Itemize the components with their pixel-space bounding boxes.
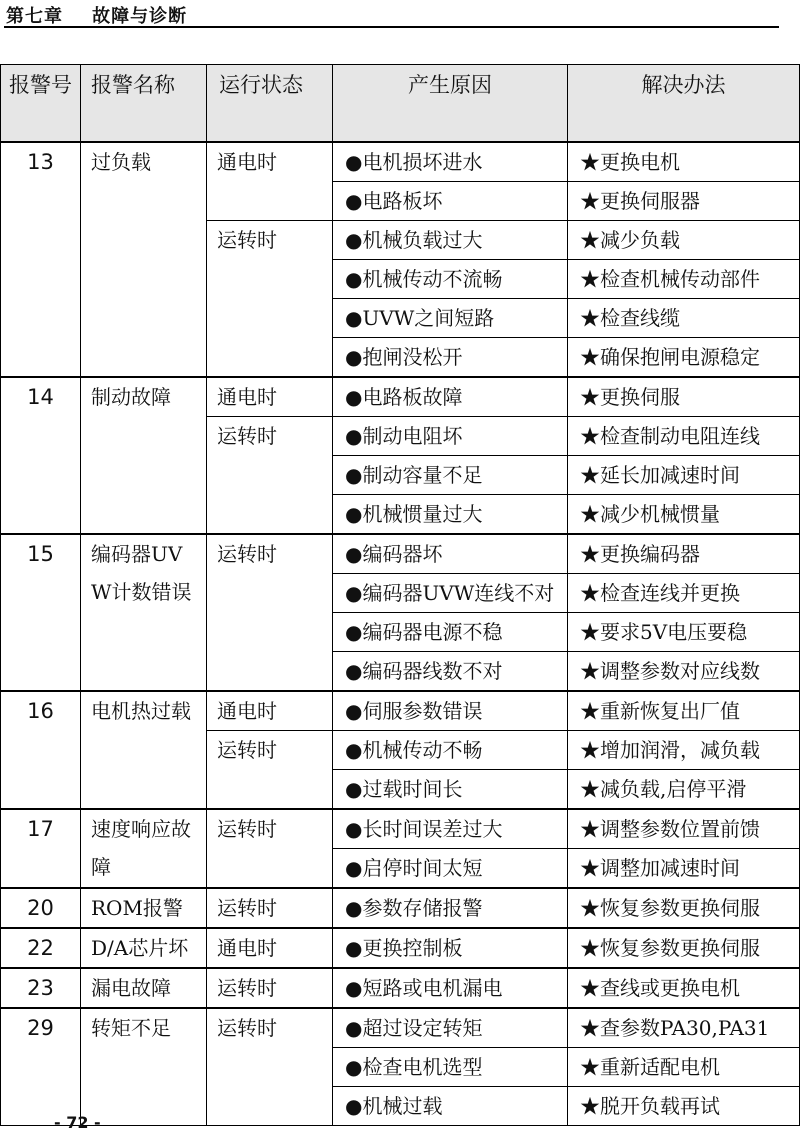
fault-cause: ●伺服参数错误 <box>333 691 568 731</box>
fault-cause: ●UVW之间短路 <box>333 299 568 338</box>
alarm-number: 13 <box>1 142 81 377</box>
fault-solution: ★恢复参数更换伺服 <box>568 928 800 968</box>
fault-cause: ●更换控制板 <box>333 928 568 968</box>
alarm-number: 20 <box>1 888 81 928</box>
table-row <box>1 377 800 417</box>
run-state: 运转时 <box>207 417 333 535</box>
table-row <box>1 809 800 849</box>
alarm-number: 16 <box>1 691 81 809</box>
fault-solution: ★恢复参数更换伺服 <box>568 888 800 928</box>
header-solution: 解决办法 <box>568 65 800 143</box>
header-alarm-name: 报警名称 <box>81 65 207 143</box>
table-row <box>1 691 800 731</box>
alarm-table <box>0 64 800 1126</box>
alarm-table-body <box>1 142 800 1126</box>
alarm-number: 14 <box>1 377 81 534</box>
fault-cause: ●机械传动不流畅 <box>333 260 568 299</box>
fault-cause: ●超过设定转矩 <box>333 1008 568 1048</box>
run-state: 通电时 <box>207 928 333 968</box>
header-divider <box>4 26 779 28</box>
fault-solution: ★确保抱闸电源稳定 <box>568 338 800 378</box>
fault-solution: ★更换电机 <box>568 142 800 182</box>
alarm-name: 漏电故障 <box>81 968 207 1008</box>
run-state: 运转时 <box>207 888 333 928</box>
fault-solution: ★更换编码器 <box>568 534 800 574</box>
fault-solution: ★调整参数对应线数 <box>568 652 800 692</box>
fault-solution: ★调整参数位置前馈 <box>568 809 800 849</box>
header-alarm-number: 报警号 <box>1 65 81 143</box>
alarm-number: 17 <box>1 809 81 888</box>
alarm-number: 29 <box>1 1008 81 1126</box>
alarm-name: D/A芯片坏 <box>81 928 207 968</box>
alarm-number: 15 <box>1 534 81 691</box>
fault-cause: ●编码器UVW连线不对 <box>333 574 568 613</box>
alarm-name: 制动故障 <box>81 377 207 534</box>
fault-solution: ★减少机械惯量 <box>568 495 800 535</box>
fault-cause: ●机械传动不畅 <box>333 731 568 770</box>
fault-cause: ●机械惯量过大 <box>333 495 568 535</box>
fault-cause: ●制动电阻坏 <box>333 417 568 456</box>
fault-solution: ★要求5V电压要稳 <box>568 613 800 652</box>
fault-cause: ●抱闸没松开 <box>333 338 568 378</box>
fault-solution: ★减负载,启停平滑 <box>568 770 800 810</box>
fault-solution: ★重新适配电机 <box>568 1048 800 1087</box>
alarm-number: 22 <box>1 928 81 968</box>
fault-cause: ●长时间误差过大 <box>333 809 568 849</box>
fault-solution: ★重新恢复出厂值 <box>568 691 800 731</box>
fault-cause: ●检查电机选型 <box>333 1048 568 1087</box>
run-state: 通电时 <box>207 142 333 221</box>
fault-solution: ★检查连线并更换 <box>568 574 800 613</box>
alarm-number: 23 <box>1 968 81 1008</box>
run-state: 运转时 <box>207 968 333 1008</box>
fault-solution: ★脱开负载再试 <box>568 1087 800 1126</box>
fault-solution: ★查参数PA30,PA31 <box>568 1008 800 1048</box>
page-number: - 72 - <box>54 1113 101 1132</box>
fault-cause: ●制动容量不足 <box>333 456 568 495</box>
fault-cause: ●过载时间长 <box>333 770 568 810</box>
header-run-state: 运行状态 <box>207 65 333 143</box>
fault-cause: ●短路或电机漏电 <box>333 968 568 1008</box>
fault-cause: ●机械负载过大 <box>333 221 568 260</box>
fault-cause: ●启停时间太短 <box>333 849 568 889</box>
header-cause: 产生原因 <box>333 65 568 143</box>
fault-cause: ●电路板故障 <box>333 377 568 417</box>
alarm-name: ROM报警 <box>81 888 207 928</box>
fault-solution: ★调整加减速时间 <box>568 849 800 889</box>
table-row <box>1 928 800 968</box>
fault-cause: ●编码器线数不对 <box>333 652 568 692</box>
run-state: 运转时 <box>207 534 333 691</box>
fault-solution: ★更换伺服器 <box>568 182 800 221</box>
run-state: 通电时 <box>207 691 333 731</box>
fault-cause: ●参数存储报警 <box>333 888 568 928</box>
fault-solution: ★更换伺服 <box>568 377 800 417</box>
table-header-row <box>1 65 800 143</box>
table-row <box>1 142 800 182</box>
fault-solution: ★检查线缆 <box>568 299 800 338</box>
run-state: 运转时 <box>207 809 333 888</box>
fault-cause: ●编码器电源不稳 <box>333 613 568 652</box>
alarm-name: 速度响应故障 <box>81 809 207 888</box>
chapter-title: 第七章 故障与诊断 <box>6 6 188 27</box>
table-row <box>1 968 800 1008</box>
fault-cause: ●电机损坏进水 <box>333 142 568 182</box>
fault-solution: ★检查制动电阻连线 <box>568 417 800 456</box>
fault-solution: ★查线或更换电机 <box>568 968 800 1008</box>
table-row <box>1 888 800 928</box>
fault-cause: ●编码器坏 <box>333 534 568 574</box>
alarm-name: 转矩不足 <box>81 1008 207 1126</box>
table-row <box>1 1008 800 1048</box>
fault-solution: ★增加润滑，减负载 <box>568 731 800 770</box>
alarm-name: 过负载 <box>81 142 207 377</box>
fault-cause: ●机械过载 <box>333 1087 568 1126</box>
run-state: 通电时 <box>207 377 333 417</box>
run-state: 运转时 <box>207 1008 333 1126</box>
fault-cause: ●电路板坏 <box>333 182 568 221</box>
fault-solution: ★减少负载 <box>568 221 800 260</box>
alarm-name: 编码器UVW计数错误 <box>81 534 207 691</box>
run-state: 运转时 <box>207 221 333 378</box>
table-row <box>1 534 800 574</box>
fault-solution: ★延长加减速时间 <box>568 456 800 495</box>
fault-solution: ★检查机械传动部件 <box>568 260 800 299</box>
run-state: 运转时 <box>207 731 333 810</box>
alarm-name: 电机热过载 <box>81 691 207 809</box>
